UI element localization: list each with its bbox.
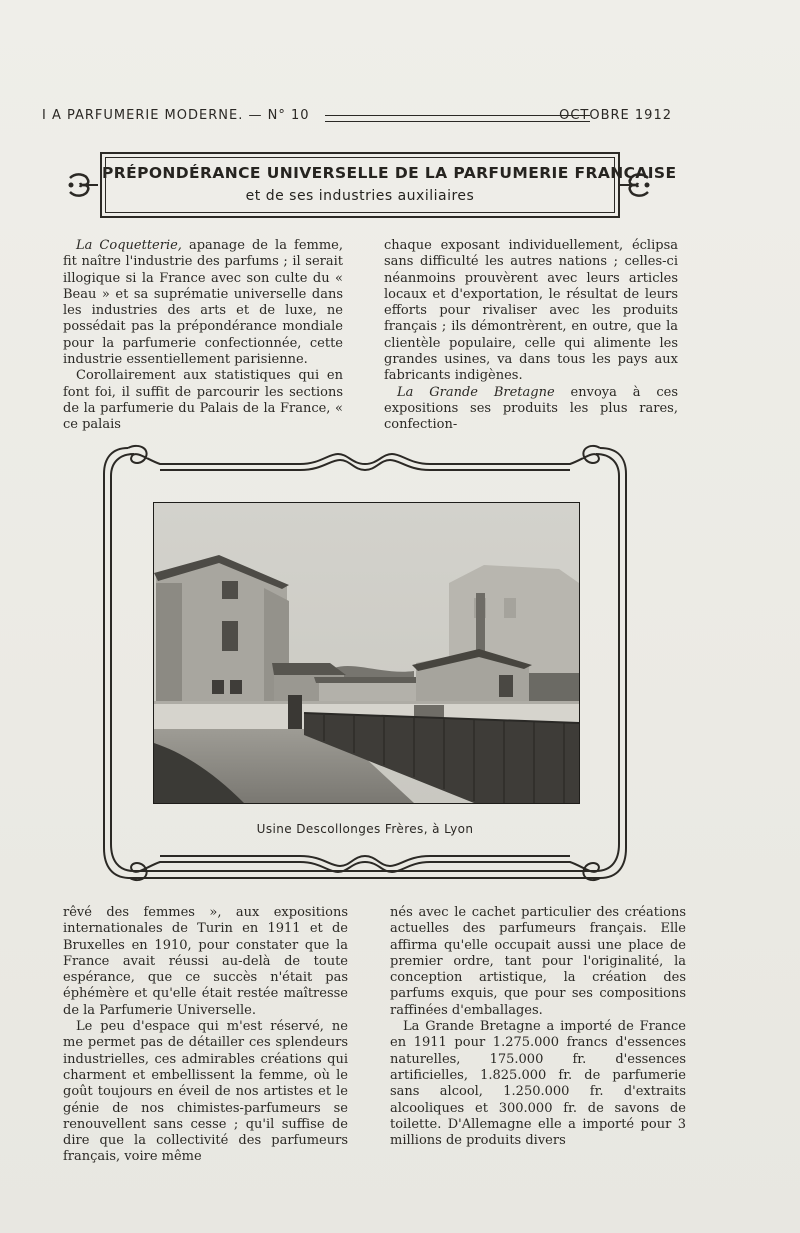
journal-title: I A PARFUMERIE MODERNE. — N° 10	[42, 108, 310, 123]
article-title: PRÉPONDÉRANCE UNIVERSELLE DE LA PARFUMERIE FRANÇAISE	[102, 164, 677, 182]
italic-phrase: La Grande Bretagne	[397, 384, 555, 400]
issue-date: OCTOBRE 1912	[559, 108, 672, 123]
article-title-box	[100, 152, 677, 218]
paragraph: Corollairement aux statistiques qui en font foi, il suffit de parcourir les sections de la parfumerie du Palais de la France, « ce palais	[63, 368, 343, 433]
scroll-ornament-left-icon	[66, 170, 100, 200]
paragraph: rêvé des femmes », aux expositions internationales de Turin en 1911 et de Bruxelles en 1910, pour constater que la France avait réussi au-delà de toute espérance, que ce succès n'était pas éphémère et qu'elle était restée maîtresse de la Parfumerie Universelle.	[63, 905, 348, 1018]
paragraph-text: apanage de la femme, fit naître l'industrie des parfums ; il serait illogique si la France avec son culte du « Beau » et sa suprématie universelle dans les industries des arts et de luxe, ne possédait pas la prépondérance mondiale pour la parfumerie confectionnée, cette industrie essentiellement parisienne.	[63, 238, 343, 368]
italic-phrase: La Coquetterie,	[76, 238, 182, 253]
figure-caption: Usine Descollonges Frères, à Lyon	[256, 822, 474, 836]
header-rule	[325, 115, 590, 122]
paragraph	[63, 238, 343, 368]
running-header	[42, 108, 672, 128]
paragraph: nés avec le cachet particulier des créations actuelles des parfumeurs français. Elle affirma qu'elle occupait aussi une place de premier ordre, tant pour l'originalité, la conception artistique, la création des parfums exquis, que pour ses compositions raffinées d'emballages.	[390, 905, 686, 1018]
article-subtitle: et de ses industries auxiliaires	[245, 188, 475, 204]
text-column-upper-right	[384, 238, 678, 434]
paragraph	[384, 385, 678, 434]
photo-image	[154, 503, 579, 803]
text-column-lower-left	[63, 905, 348, 1166]
text-column-upper-left	[63, 238, 343, 434]
paragraph: chaque exposant individuellement, éclipsa sans difficulté les autres nations ; celles-ci néanmoins prouvèrent avec leurs articles locaux et d'exportation, le résultat de leurs efforts pour rivaliser avec les produits français ; ils démontrèrent, en outre, que la clientèle populaire, celle qui alimente les grandes usines, va dans tous les pays aux fabricants indigènes.	[384, 238, 678, 384]
factory-photograph	[153, 502, 580, 804]
paragraph: La Grande Bretagne a importé de France en 1911 pour 1.275.000 francs d'essences naturelles, 175.000 fr. d'essences artificielles, 1.825.000 fr. de parfumerie sans alcool, 1.250.000 fr. d'extraits alcooliques et 300.000 fr. de savons de toilette. D'Allemagne elle a importé pour 3 millions de produits divers	[390, 1019, 686, 1149]
paragraph: Le peu d'espace qui m'est réservé, ne me permet pas de détailler ces splendeurs industrielles, ces admirables créations qui charment et embellissent la femme, où le goût toujours en éveil de nos artistes et le génie de nos chimistes-parfumeurs se renouvellent sans cesse ; qu'il suffise de dire que la collectivité des parfumeurs français, voire même	[63, 1019, 348, 1165]
paragraph-text: envoya à ces expositions ses produits les plus rares, confection-	[384, 384, 678, 433]
text-column-lower-right	[390, 905, 686, 1149]
